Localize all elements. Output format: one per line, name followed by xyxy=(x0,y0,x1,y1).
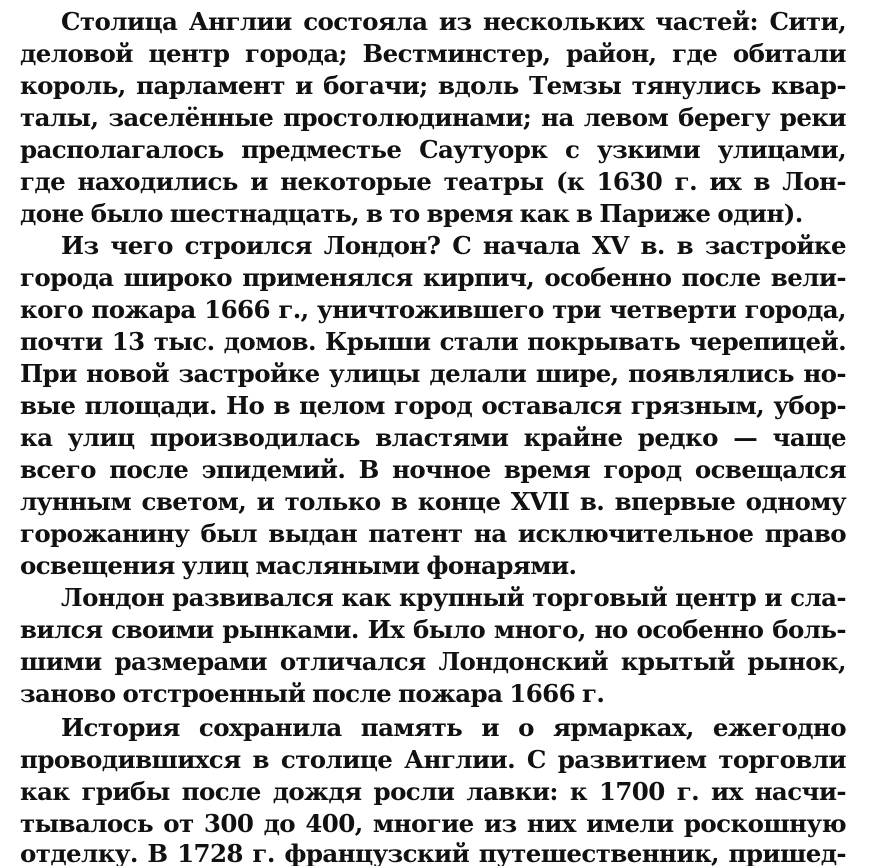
text-line: проводившихся в столице Англии. С развитием торговли xyxy=(20,745,846,774)
text-line: король, парламент и богачи; вдоль Темзы тянулись квар- xyxy=(20,71,846,100)
text-line: талы, заселённые простолюдинами; на левом берегу реки xyxy=(20,103,846,132)
text-line: ка улиц производилась властями крайне редко — чаще xyxy=(20,423,846,452)
text-line: где находились и некоторые театры (к 1630 г. их в Лон- xyxy=(20,167,846,196)
text-line: располагалось предместье Саутуорк с узкими улицами, xyxy=(20,135,846,164)
text-line: История сохранила память и о ярмарках, ежегодно xyxy=(61,713,846,742)
text-line: всего после эпидемий. В ночное время город освещался xyxy=(20,455,846,484)
text-line: вые площади. Но в целом город оставался грязным, убор- xyxy=(20,391,846,420)
text-line: лунным светом, и только в конце XVII в. впервые одному xyxy=(20,487,846,516)
text-line: При новой застройке улицы делали шире, появлялись но- xyxy=(20,359,846,388)
text-line: доне было шестнадцать, в то время как в Париже один). xyxy=(20,199,803,228)
text-line: тывалось от 300 до 400, многие из них имели роскошную xyxy=(20,809,846,838)
text-line: почти 13 тыс. домов. Крыши стали покрывать черепицей. xyxy=(20,327,846,356)
text-line: отделку. В 1728 г. французский путешественник, пришед- xyxy=(20,839,846,866)
text-line: деловой центр города; Вестминстер, район, где обитали xyxy=(20,39,846,68)
text-line: горожанину был выдан патент на исключительное право xyxy=(20,519,846,548)
text-line: заново отстроенный после пожара 1666 г. xyxy=(20,679,605,708)
text-line: Лондон развивался как крупный торговый центр и сла- xyxy=(61,583,846,612)
text-line: Из чего строился Лондон? С начала XV в. в застройке xyxy=(61,231,846,260)
text-line: освещения улиц масляными фонарями. xyxy=(20,551,577,580)
text-line: Столица Англии состояла из нескольких частей: Сити, xyxy=(61,7,846,36)
text-line: города широко применялся кирпич, особенно после вели- xyxy=(20,263,846,292)
text-line: как грибы после дождя росли лавки: к 1700 г. их насчи- xyxy=(20,777,846,806)
text-line: кого пожара 1666 г., уничтожившего три четверти города, xyxy=(20,295,846,324)
text-line: шими размерами отличался Лондонский крытый рынок, xyxy=(20,647,846,676)
text-line: вился своими рынками. Их было много, но особенно боль- xyxy=(20,615,846,644)
